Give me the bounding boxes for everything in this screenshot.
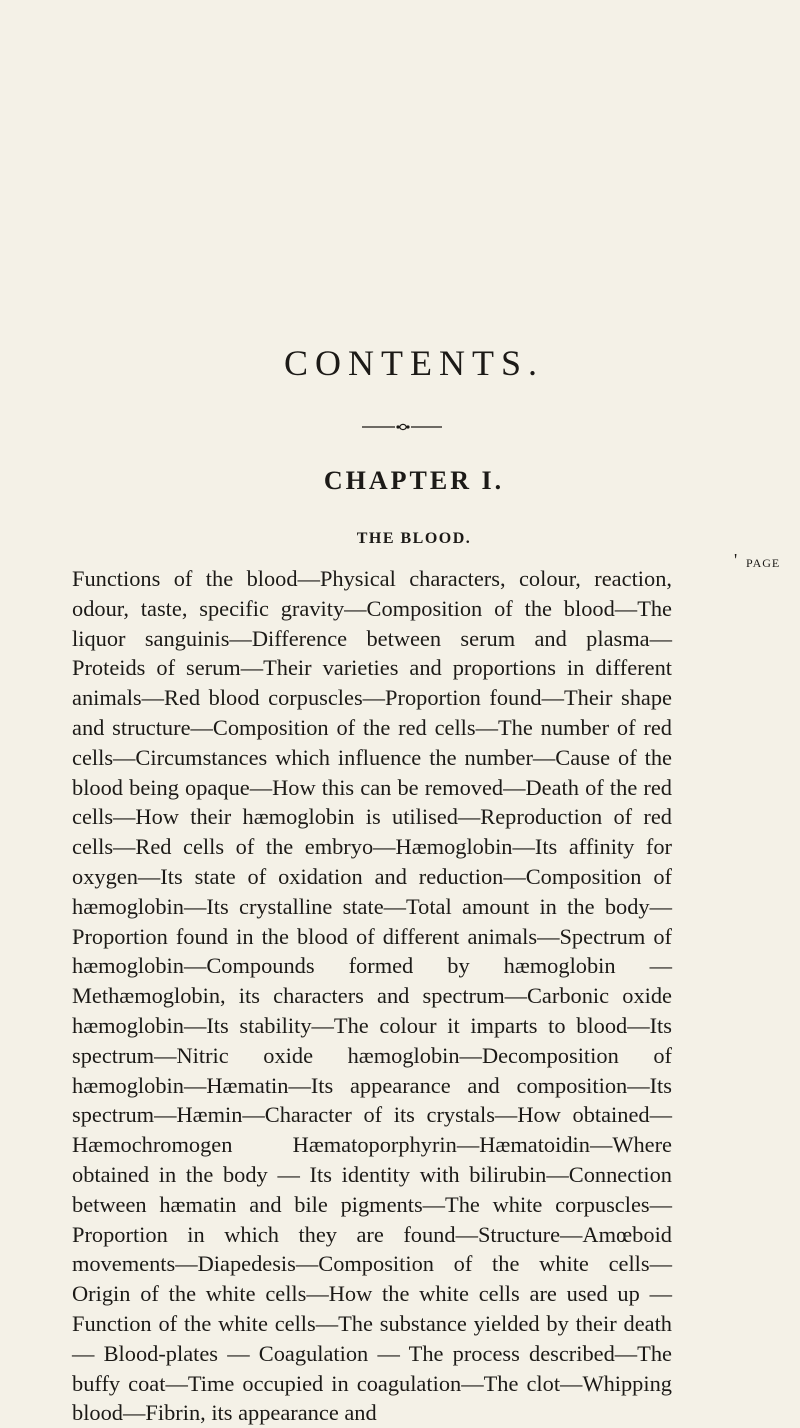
contents-title: CONTENTS. (284, 343, 544, 383)
page-column-tick: ' (734, 550, 738, 570)
chapter-heading: CHAPTER I. (323, 466, 505, 495)
page-column-label: PAGE (746, 556, 781, 570)
chapter-summary: Functions of the blood—Physical characters, colour, reaction, odour, taste, specific gravity—Composition of the blood—The liquor sanguinis—Difference between serum and plasma—Proteids of serum—Their varieties and proportions in different animals—Red blood corpuscles—Proportion found—Their shape and structure—Composition of the red cells—The number of red cells—Circumstances which influence the number—Cause of the blood being opaque—How this can be removed—Death of the red cells—How their hæmoglobin is utilised—Reproduction of red cells—Red cells of the embryo—Hæmoglobin—Its affinity for oxygen—Its state of oxidation and reduction—Composition of hæmoglobin—Its crystalline state—Total amount in the body—Proportion found in the blood of different animals—Spectrum of hæmoglobin—Compounds formed by hæmoglobin — Methæmoglobin, its characters and spectrum—Carbonic oxide hæmoglobin—Its stability—The colour it imparts to blood—Its spectrum—Nitric oxide hæmoglobin—Decomposition of hæmoglobin—Hæmatin—Its appearance and composition—Its spectrum—Hæmin—Character of its crystals—How obtained—Hæmochromogen Hæmatoporphyrin—Hæmatoidin—Where obtained in the body — Its identity with bilirubin—Connection between hæmatin and bile pigments—The white corpuscles—Proportion in which they are found—Structure—Amœboid movements—Diapedesis—Composition of the white cells—Origin of the white cells—How the white cells are used up —Function of the white cells—The substance yielded by their death — Blood-plates — Coagulation — The process described—The buffy coat—Time occupied in coagulation—The clot—Whipping blood—Fibrin, its appearance and (72, 566, 672, 1426)
chapter-subtitle: THE BLOOD. (356, 530, 472, 547)
divider-ornament-icon (362, 423, 442, 431)
